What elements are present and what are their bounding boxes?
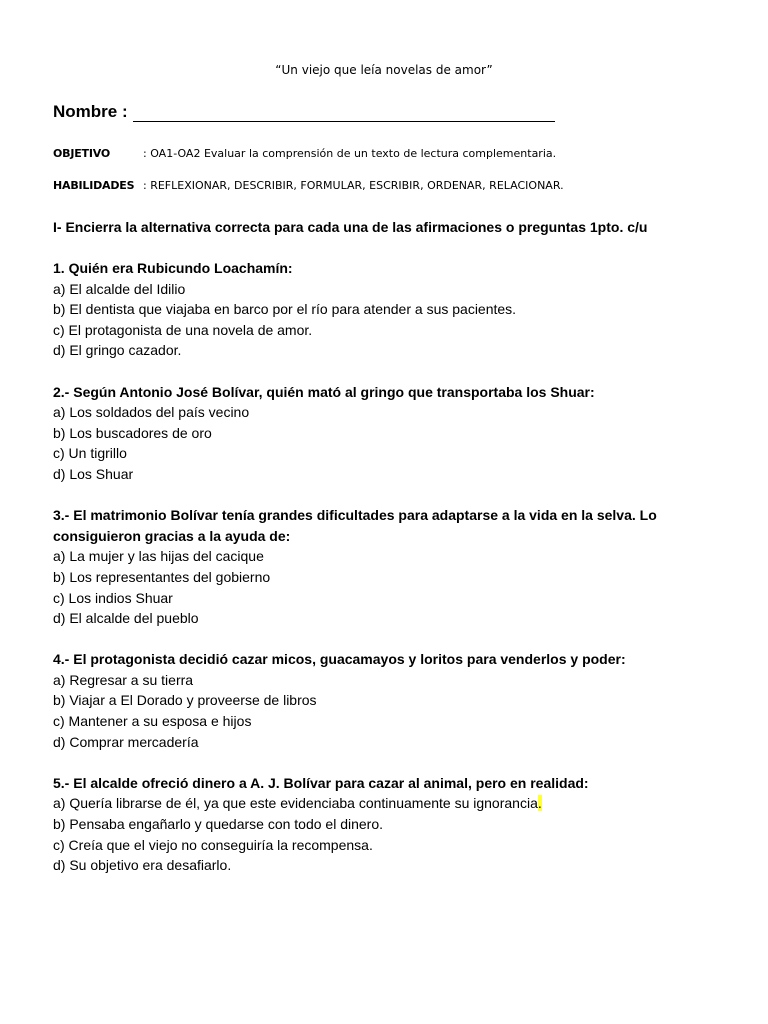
option-a-text: a) Quería librarse de él, ya que este evidenciaba continuamente su ignorancia <box>53 795 538 812</box>
option-a: a) La mujer y las hijas del cacique <box>53 548 264 565</box>
option-b: b) Los buscadores de oro <box>53 424 212 441</box>
highlighted-period: . <box>537 795 542 812</box>
option-d: d) Los Shuar <box>53 465 134 482</box>
option-d: d) Comprar mercadería <box>53 733 199 750</box>
option-c: c) Creía que el viejo no conseguiría la recompensa. <box>53 836 373 853</box>
question-text: 1. Quién era Rubicundo Loachamín: <box>53 260 293 276</box>
document-title: “Un viejo que leía novelas de amor” <box>275 63 493 77</box>
option-d: d) El alcalde del pueblo <box>53 610 199 627</box>
option-c: c) Los indios Shuar <box>53 589 173 606</box>
option-b: b) Los representantes del gobierno <box>53 568 271 585</box>
option-a: a) Los soldados del país vecino <box>53 404 250 421</box>
objective-label: OBJETIVO <box>53 147 111 160</box>
instructions: I- Encierra la alternativa correcta para cada una de las afirmaciones o preguntas 1pto. c/u <box>53 219 648 235</box>
skills-label: HABILIDADES <box>53 179 135 192</box>
skills-row <box>53 179 564 192</box>
option-c: c) Mantener a su esposa e hijos <box>53 713 252 730</box>
question-3 <box>53 505 733 629</box>
questions-list <box>53 258 733 896</box>
question-text: 2.- Según Antonio José Bolívar, quién mató al gringo que transportaba los Shuar: <box>53 383 595 400</box>
objective-value: : OA1-OA2 Evaluar la comprensión de un texto de lectura complementaria. <box>143 147 557 160</box>
question-text: 4.- El protagonista decidió cazar micos, guacamayos y loritos para venderlos y poder: <box>53 651 626 668</box>
name-field <box>53 102 555 122</box>
option-b: b) El dentista que viajaba en barco por el río para atender a sus pacientes. <box>53 301 517 318</box>
option-d: d) El gringo cazador. <box>53 342 182 359</box>
name-underline <box>133 105 555 122</box>
option-b: b) Pensaba engañarlo y quedarse con todo el dinero. <box>53 816 384 833</box>
question-1 <box>53 258 733 361</box>
option-a <box>53 793 733 814</box>
option-c: c) Un tigrillo <box>53 445 127 462</box>
option-c: c) El protagonista de una novela de amor. <box>53 321 313 338</box>
skills-value: : REFLEXIONAR, DESCRIBIR, FORMULAR, ESCRIBIR, ORDENAR, RELACIONAR. <box>143 179 564 192</box>
objective-row <box>53 147 556 160</box>
question-4 <box>53 649 733 752</box>
option-d: d) Su objetivo era desafiarlo. <box>53 857 232 874</box>
question-2 <box>53 382 733 485</box>
option-a: a) El alcalde del Idilio <box>53 280 186 297</box>
option-a: a) Regresar a su tierra <box>53 671 194 688</box>
question-text: 3.- El matrimonio Bolívar tenía grandes dificultades para adaptarse a la vida en la selva. Lo consiguieron gracias a la ayuda de: <box>53 507 657 544</box>
question-text: 5.- El alcalde ofreció dinero a A. J. Bolívar para cazar al animal, pero en realidad: <box>53 774 589 791</box>
question-5 <box>53 773 733 876</box>
option-b: b) Viajar a El Dorado y proveerse de libros <box>53 692 317 709</box>
name-label: Nombre : <box>53 102 128 121</box>
